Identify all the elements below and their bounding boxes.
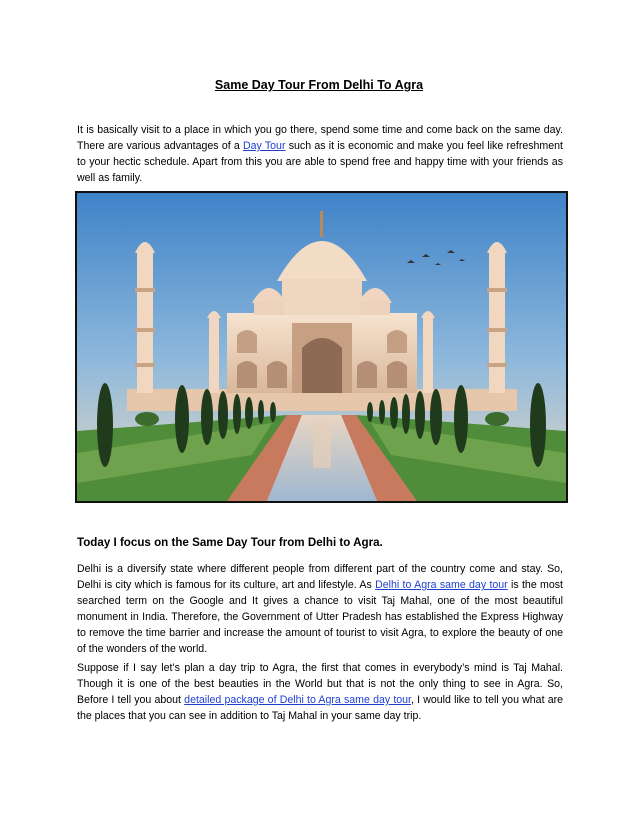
intro-text-after: such as it is economic and make you feel like refreshment to your hectic schedule. Apart from this you are able to spend free and happy time with your friends as well as family. <box>77 140 563 184</box>
day-tour-link[interactable]: Day Tour <box>243 140 286 152</box>
taj-mahal-photo <box>75 191 568 503</box>
page-title: Same Day Tour From Delhi To Agra <box>214 78 424 92</box>
para2-text-before: Delhi is a diversify state where different people from different part of the country come and stay. So, Delhi is city which is famous for its culture, art and lifestyle. As <box>77 563 563 591</box>
day-trip-paragraph <box>77 660 563 724</box>
para3-text-after: , I would like to tell you what are the places that you can see in addition to Taj Mahal in your same day trip. <box>77 694 564 722</box>
delhi-paragraph <box>77 561 563 657</box>
para3-text-before: Suppose if I say let’s plan a day trip to Agra, the first that comes in everybody’s mind is Taj Mahal. Though it is one of the best beauties in the World but that is not the only thing to see in Agra. So, Before I tell you about <box>77 662 563 706</box>
intro-text-before: It is basically visit to a place in which you go there, spend some time and come back on the same day. There are various advantages of a <box>77 124 563 152</box>
para2-text-after: is the most searched term on the Google and It gives a chance to visit Taj Mahal, one of the most beautiful monument in India. Therefore, the Government of Utter Pradesh has established the Express Highway to remove the time barrier and increase the amount of tourist to visit Agra, to explore the beauty of one of the wonders of the world. <box>77 579 563 655</box>
intro-paragraph <box>77 122 563 186</box>
detailed-package-link[interactable]: detailed package of Delhi to Agra same day tour <box>184 694 411 706</box>
section-heading: Today I focus on the Same Day Tour from Delhi to Agra. <box>77 536 383 549</box>
delhi-agra-same-day-tour-link[interactable]: Delhi to Agra same day tour <box>375 579 508 591</box>
